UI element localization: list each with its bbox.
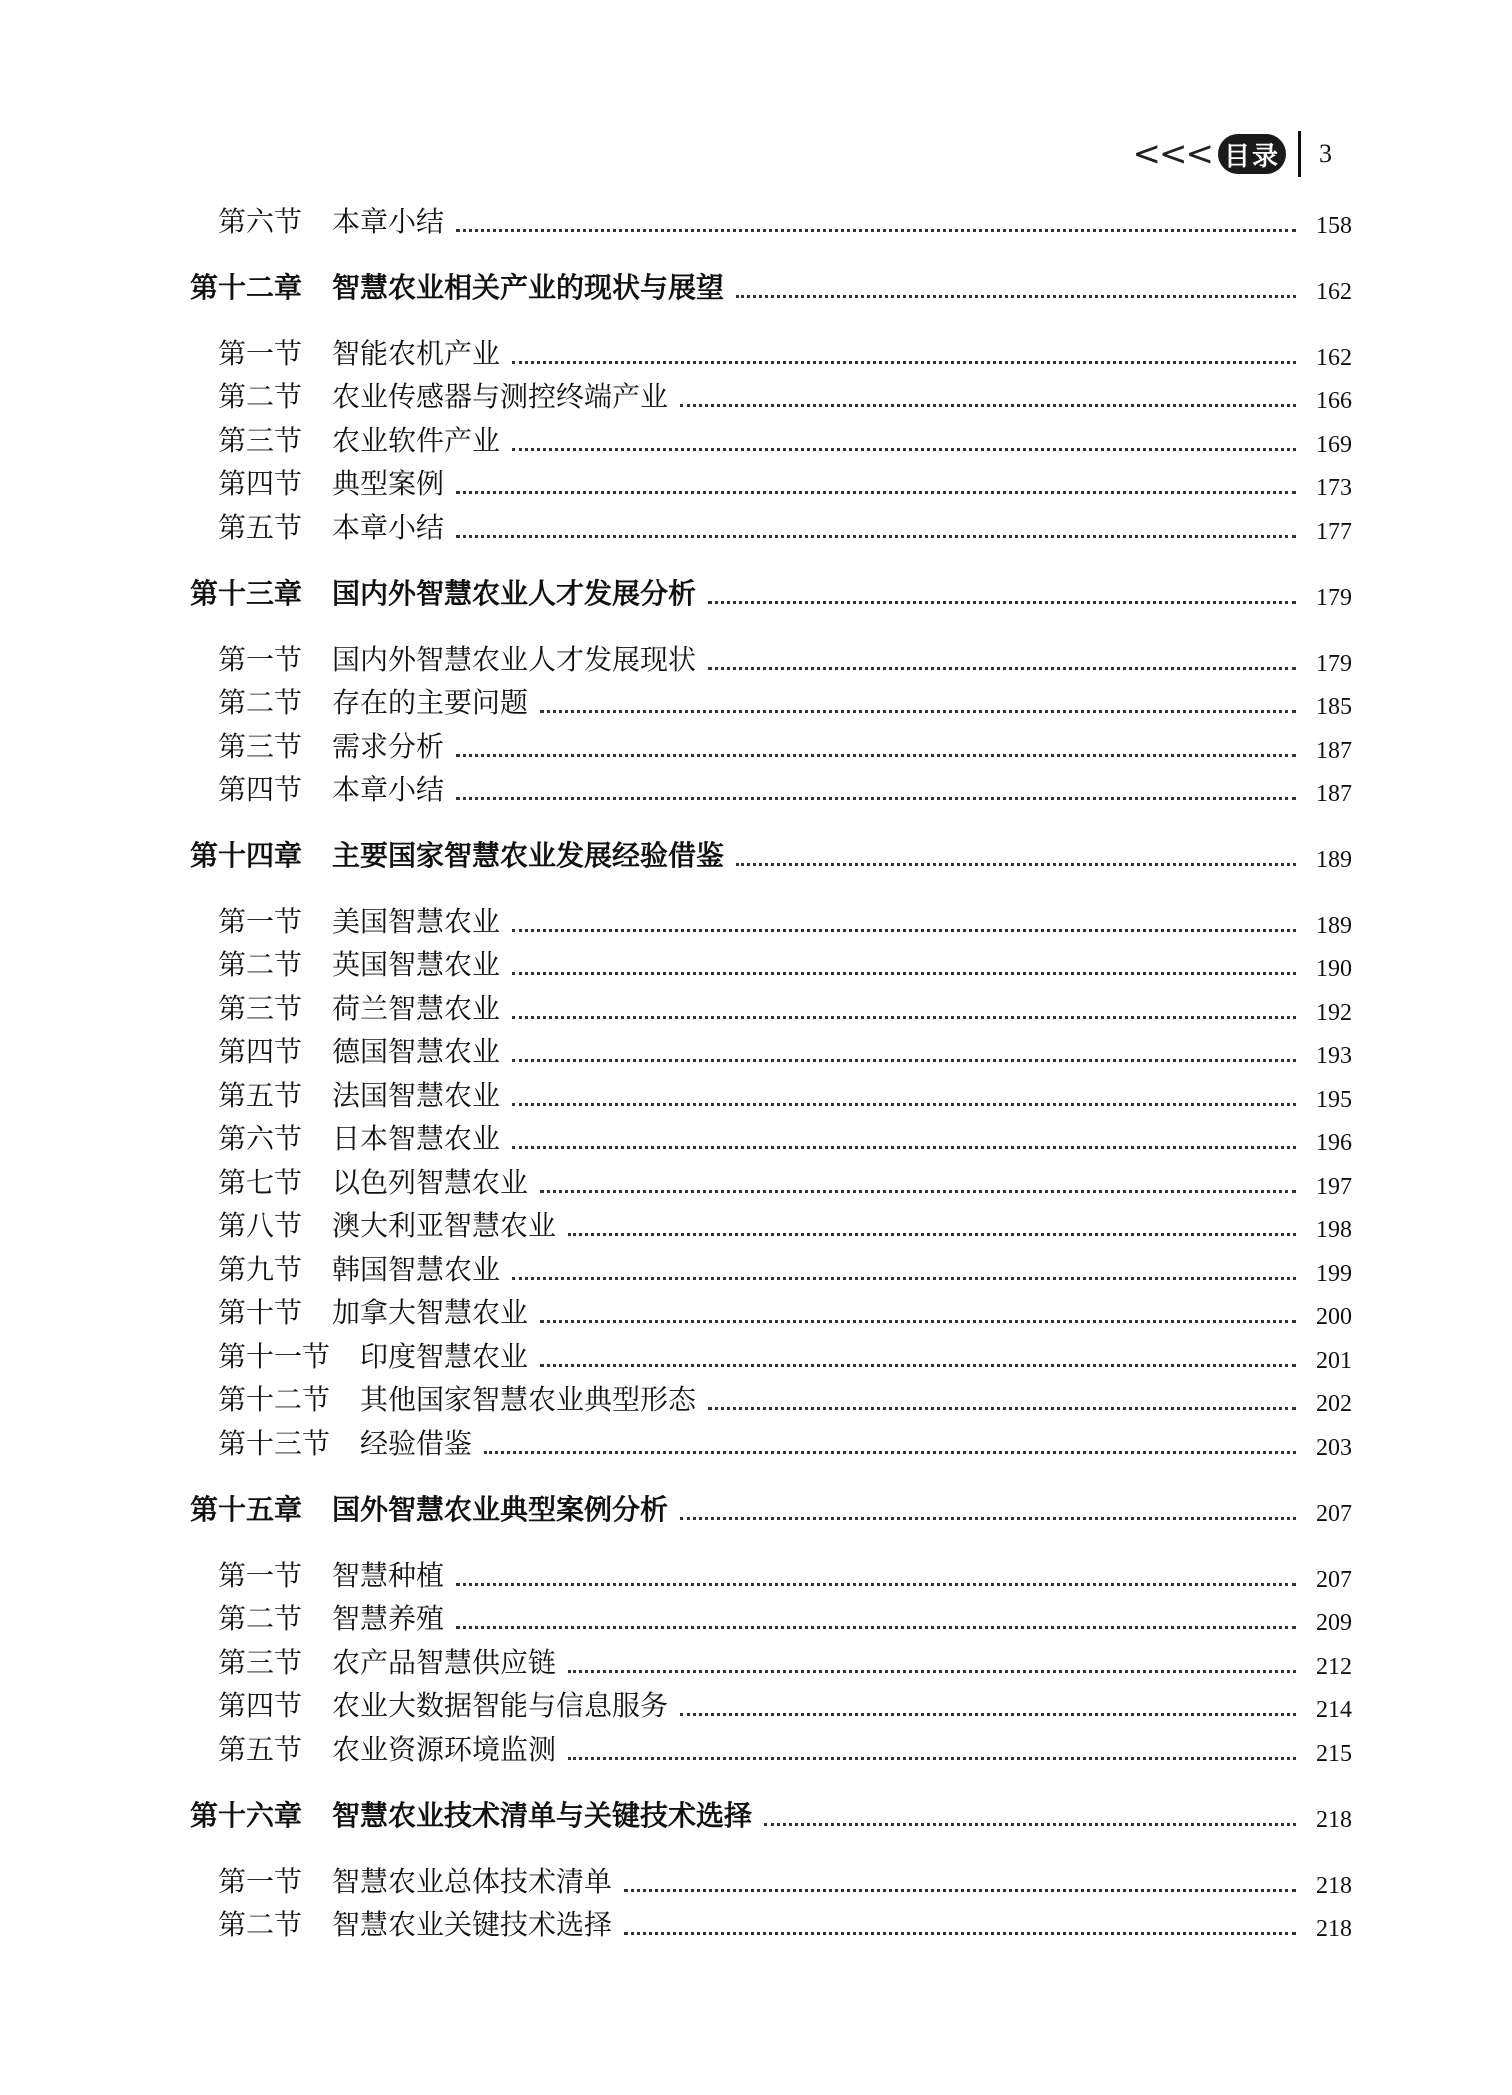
toc-entry-number: 第二节 — [218, 686, 303, 719]
toc-page-number: 166 — [1316, 388, 1352, 414]
toc-entry-label — [218, 375, 668, 415]
toc-entry-number: 第十二节 — [218, 1383, 331, 1416]
toc-page-number: 162 — [1316, 345, 1352, 371]
toc-entry-title: 智慧农业总体技术清单 — [332, 1865, 613, 1898]
toc-entry-title: 法国智慧农业 — [332, 1079, 501, 1112]
dot-leader — [456, 1583, 1296, 1586]
toc-entry-title: 经验借鉴 — [360, 1427, 473, 1460]
dot-leader — [512, 1059, 1296, 1062]
toc-entry-label — [190, 1488, 668, 1528]
toc-entry-label — [190, 834, 724, 874]
toc-entry-title: 本章小结 — [332, 511, 445, 544]
toc-entry-label — [218, 506, 444, 546]
toc-entry-number: 第十三章 — [190, 577, 303, 610]
toc-section-row[interactable] — [218, 328, 1352, 372]
toc-page-number: 218 — [1316, 1873, 1352, 1899]
toc-entry-number: 第十节 — [218, 1296, 303, 1329]
toc-entry-number: 第二节 — [218, 380, 303, 413]
dot-leader — [680, 404, 1296, 407]
toc-section-row[interactable] — [218, 1331, 1352, 1375]
dot-leader — [512, 448, 1296, 451]
toc-entry-label — [218, 725, 444, 765]
toc-entry-number: 第五节 — [218, 511, 303, 544]
dot-leader — [540, 710, 1296, 713]
toc-entry-title: 智慧种植 — [332, 1559, 445, 1592]
toc-entry-title: 本章小结 — [332, 773, 445, 806]
toc-section-row[interactable] — [218, 1026, 1352, 1070]
toc-section-row[interactable] — [218, 983, 1352, 1027]
toc-entry-title: 存在的主要问题 — [332, 686, 529, 719]
toc-entry-number: 第五节 — [218, 1079, 303, 1112]
toc-section-row[interactable] — [218, 721, 1352, 765]
toc-entry-title: 智慧农业相关产业的现状与展望 — [332, 271, 725, 304]
toc-entry-title: 智慧农业技术清单与关键技术选择 — [332, 1799, 753, 1832]
header-divider — [1298, 131, 1301, 177]
toc-badge: 目录 — [1218, 134, 1286, 174]
dot-leader — [764, 1823, 1296, 1826]
toc-page-number: 189 — [1316, 847, 1352, 873]
toc-entry-label — [218, 1597, 444, 1637]
dot-leader — [512, 1016, 1296, 1019]
toc-page-number: 198 — [1316, 1217, 1352, 1243]
toc-page-number: 169 — [1316, 432, 1352, 458]
toc-page-number: 189 — [1316, 913, 1352, 939]
dot-leader — [708, 1407, 1296, 1410]
toc-entry-number: 第八节 — [218, 1209, 303, 1242]
dot-leader — [540, 1320, 1296, 1323]
toc-entry-label — [218, 462, 444, 502]
toc-section-row[interactable] — [218, 1113, 1352, 1157]
toc-page-number: 197 — [1316, 1174, 1352, 1200]
toc-entry-number: 第五节 — [218, 1733, 303, 1766]
toc-section-row[interactable] — [218, 1899, 1352, 1943]
toc-entry-number: 第九节 — [218, 1253, 303, 1286]
toc-section-row[interactable] — [218, 1550, 1352, 1594]
toc-section-row[interactable] — [218, 939, 1352, 983]
toc-page-number: 158 — [1316, 213, 1352, 239]
dot-leader — [512, 361, 1296, 364]
toc-page-number: 179 — [1316, 585, 1352, 611]
toc-section-row[interactable] — [218, 502, 1352, 546]
toc-page-number: 212 — [1316, 1654, 1352, 1680]
toc-entry-number: 第三节 — [218, 1646, 303, 1679]
toc-entry-title: 智慧养殖 — [332, 1602, 445, 1635]
toc-entry-number: 第一节 — [218, 905, 303, 938]
dot-leader — [484, 1451, 1296, 1454]
dot-leader — [568, 1670, 1296, 1673]
dot-leader — [512, 929, 1296, 932]
toc-section-row[interactable] — [218, 1200, 1352, 1244]
dot-leader — [456, 491, 1296, 494]
toc-entry-number: 第四节 — [218, 1689, 303, 1722]
page-number: 3 — [1319, 139, 1332, 168]
toc-entry-title: 主要国家智慧农业发展经验借鉴 — [332, 839, 725, 872]
dot-leader — [540, 1364, 1296, 1367]
toc-entry-label — [218, 900, 500, 940]
toc-page-number: 193 — [1316, 1043, 1352, 1069]
toc-entry-label — [190, 266, 724, 306]
toc-entry-label — [218, 1074, 500, 1114]
toc-entry-number: 第四节 — [218, 467, 303, 500]
toc-entry-number: 第十六章 — [190, 1799, 303, 1832]
toc-page-number: 209 — [1316, 1610, 1352, 1636]
dot-leader — [708, 601, 1296, 604]
toc-entry-number: 第一节 — [218, 337, 303, 370]
toc-entry-label — [190, 572, 696, 612]
dot-leader — [624, 1889, 1296, 1892]
toc-entry-title: 美国智慧农业 — [332, 905, 501, 938]
toc-chapter-row[interactable] — [190, 1790, 1352, 1834]
toc-entry-number: 第四节 — [218, 773, 303, 806]
toc-entry-label — [218, 1641, 556, 1681]
toc-entry-number: 第一节 — [218, 643, 303, 676]
toc-section-row[interactable] — [218, 1244, 1352, 1288]
toc-entry-title: 韩国智慧农业 — [332, 1253, 501, 1286]
dot-leader — [680, 1713, 1296, 1716]
toc-page-number: 218 — [1316, 1916, 1352, 1942]
toc-entry-label — [218, 1903, 612, 1943]
toc-page-number: 192 — [1316, 1000, 1352, 1026]
dot-leader — [456, 535, 1296, 538]
toc-entry-label — [218, 419, 500, 459]
dot-leader — [736, 295, 1296, 298]
toc-entry-number: 第三节 — [218, 424, 303, 457]
dot-leader — [512, 1146, 1296, 1149]
toc-chapter-row[interactable] — [190, 262, 1352, 306]
toc-entry-label — [218, 1291, 528, 1331]
toc-page-number: 199 — [1316, 1261, 1352, 1287]
toc-section-row[interactable] — [218, 764, 1352, 808]
toc-section-row[interactable] — [218, 1287, 1352, 1331]
toc-entry-number: 第六节 — [218, 1122, 303, 1155]
toc-entry-number: 第三节 — [218, 730, 303, 763]
toc-section-row[interactable] — [218, 371, 1352, 415]
dot-leader — [456, 754, 1296, 757]
toc-entry-label — [218, 1378, 696, 1418]
toc-entry-number: 第一节 — [218, 1865, 303, 1898]
toc-entry-label — [218, 1204, 556, 1244]
toc-entry-title: 加拿大智慧农业 — [332, 1296, 529, 1329]
toc-entry-title: 其他国家智慧农业典型形态 — [360, 1383, 697, 1416]
toc-section-row[interactable] — [218, 1637, 1352, 1681]
toc-section-row[interactable] — [218, 1157, 1352, 1201]
dot-leader — [540, 1190, 1296, 1193]
toc-entry-label — [218, 768, 444, 808]
dot-leader — [456, 229, 1296, 232]
toc-page-number: 202 — [1316, 1391, 1352, 1417]
toc-page-number: 214 — [1316, 1697, 1352, 1723]
toc-entry-label — [218, 1684, 668, 1724]
toc-entry-title: 荷兰智慧农业 — [332, 992, 501, 1025]
toc-entry-number: 第十四章 — [190, 839, 303, 872]
toc-page-number: 187 — [1316, 781, 1352, 807]
dot-leader — [680, 1517, 1296, 1520]
toc-chapter-row[interactable] — [190, 568, 1352, 612]
toc-page-number: 177 — [1316, 519, 1352, 545]
toc-entry-title: 印度智慧农业 — [360, 1340, 529, 1373]
toc-section-row[interactable] — [218, 415, 1352, 459]
toc-entry-number: 第四节 — [218, 1035, 303, 1068]
toc-entry-title: 以色列智慧农业 — [332, 1166, 529, 1199]
dot-leader — [568, 1757, 1296, 1760]
toc-section-row[interactable] — [218, 1418, 1352, 1462]
toc-entry-title: 典型案例 — [332, 467, 445, 500]
toc-entry-label — [218, 1335, 528, 1375]
dot-leader — [624, 1932, 1296, 1935]
toc-entry-label — [218, 943, 500, 983]
dot-leader — [512, 1103, 1296, 1106]
toc-entry-label — [218, 200, 444, 240]
toc-section-row[interactable] — [218, 196, 1352, 240]
toc-section-row[interactable] — [218, 1593, 1352, 1637]
toc-entry-title: 智能农机产业 — [332, 337, 501, 370]
toc-entry-title: 日本智慧农业 — [332, 1122, 501, 1155]
toc-section-row[interactable] — [218, 458, 1352, 502]
toc-entry-label — [218, 1422, 472, 1462]
toc-section-row[interactable] — [218, 896, 1352, 940]
toc-page-number: 196 — [1316, 1130, 1352, 1156]
toc-chapter-row[interactable] — [190, 830, 1352, 874]
toc-entry-label — [218, 1030, 500, 1070]
toc-page-number: 173 — [1316, 475, 1352, 501]
toc-page-number: 187 — [1316, 738, 1352, 764]
toc-entry-title: 农产品智慧供应链 — [332, 1646, 557, 1679]
toc-entry-number: 第十三节 — [218, 1427, 331, 1460]
toc-entry-title: 英国智慧农业 — [332, 948, 501, 981]
toc-entry-label — [218, 1117, 500, 1157]
toc-section-row[interactable] — [218, 1070, 1352, 1114]
toc-entry-title: 智慧农业关键技术选择 — [332, 1908, 613, 1941]
toc-page-number: 200 — [1316, 1304, 1352, 1330]
toc-page-number: 207 — [1316, 1567, 1352, 1593]
toc-entry-title: 农业大数据智能与信息服务 — [332, 1689, 669, 1722]
dot-leader — [456, 1626, 1296, 1629]
toc-entry-number: 第六节 — [218, 205, 303, 238]
toc-entry-title: 农业资源环境监测 — [332, 1733, 557, 1766]
back-arrows-icon: <<< — [1132, 134, 1212, 174]
dot-leader — [708, 667, 1296, 670]
toc-entry-label — [218, 1554, 444, 1594]
toc-entry-label — [218, 987, 500, 1027]
toc-entry-title: 德国智慧农业 — [332, 1035, 501, 1068]
toc-entry-title: 国外智慧农业典型案例分析 — [332, 1493, 669, 1526]
toc-entry-label — [218, 681, 528, 721]
toc-chapter-row[interactable] — [190, 1484, 1352, 1528]
toc-entry-label — [218, 1248, 500, 1288]
toc-entry-number: 第十二章 — [190, 271, 303, 304]
toc-entry-title: 国内外智慧农业人才发展分析 — [332, 577, 697, 610]
toc-section-row[interactable] — [218, 677, 1352, 721]
toc-entry-label — [218, 1860, 612, 1900]
toc-entry-title: 澳大利亚智慧农业 — [332, 1209, 557, 1242]
toc-entry-number: 第二节 — [218, 1602, 303, 1635]
toc-entry-label — [218, 1161, 528, 1201]
toc-entry-title: 农业传感器与测控终端产业 — [332, 380, 669, 413]
dot-leader — [568, 1233, 1296, 1236]
toc-page-number: 215 — [1316, 1741, 1352, 1767]
toc-page-number: 162 — [1316, 279, 1352, 305]
toc-page-number: 179 — [1316, 651, 1352, 677]
page-header — [1133, 128, 1332, 180]
toc-section-row[interactable] — [218, 634, 1352, 678]
toc-page-number: 201 — [1316, 1348, 1352, 1374]
toc-page-number: 203 — [1316, 1435, 1352, 1461]
toc-entry-number: 第二节 — [218, 948, 303, 981]
toc-entry-number: 第一节 — [218, 1559, 303, 1592]
toc-page-number: 185 — [1316, 694, 1352, 720]
toc-entry-number: 第二节 — [218, 1908, 303, 1941]
toc-entry-number: 第十五章 — [190, 1493, 303, 1526]
toc-entry-number: 第七节 — [218, 1166, 303, 1199]
toc-section-row[interactable] — [218, 1680, 1352, 1724]
toc-page-number: 190 — [1316, 956, 1352, 982]
toc-entry-title: 国内外智慧农业人才发展现状 — [332, 643, 697, 676]
toc-section-row[interactable] — [218, 1374, 1352, 1418]
toc-entry-title: 本章小结 — [332, 205, 445, 238]
toc-entry-number: 第十一节 — [218, 1340, 331, 1373]
toc-entry-label — [218, 638, 696, 678]
toc-entry-label — [218, 1728, 556, 1768]
dot-leader — [456, 797, 1296, 800]
toc-entry-title: 需求分析 — [332, 730, 445, 763]
toc-page-number: 218 — [1316, 1807, 1352, 1833]
toc-entry-number: 第三节 — [218, 992, 303, 1025]
toc-section-row[interactable] — [218, 1724, 1352, 1768]
toc-entry-label — [218, 332, 500, 372]
toc-entry-title: 农业软件产业 — [332, 424, 501, 457]
dot-leader — [512, 1277, 1296, 1280]
toc-page-number: 207 — [1316, 1501, 1352, 1527]
toc-entry-label — [190, 1794, 752, 1834]
toc-page-number: 195 — [1316, 1087, 1352, 1113]
toc-section-row[interactable] — [218, 1856, 1352, 1900]
dot-leader — [512, 972, 1296, 975]
dot-leader — [736, 863, 1296, 866]
